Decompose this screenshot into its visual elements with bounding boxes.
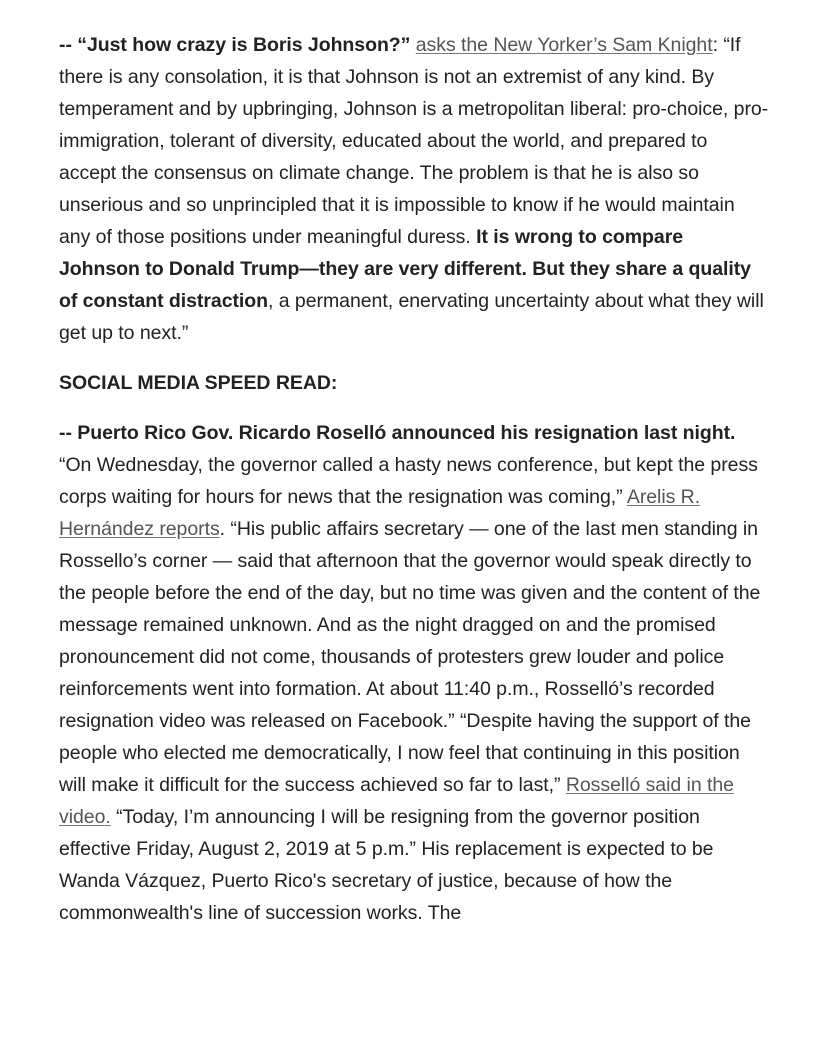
paragraph-text: “Today, I’m announcing I will be resigning from the governor position effective Friday, August 2, 2019 at 5 p.m.” His replacement is expected to be Wanda Vázquez, Puerto Rico's secretary of justice, because of how the commonwealth's line of succession works. The [59, 806, 714, 924]
new-yorker-sam-knight-link[interactable]: asks the New Yorker’s Sam Knight [415, 34, 713, 56]
paragraph-rossello-resignation [59, 417, 769, 929]
paragraph-lead-bold: -- Puerto Rico Gov. Ricardo Roselló announced his resignation last night. [59, 422, 736, 444]
paragraph-boris-johnson [59, 29, 769, 349]
paragraph-bold-text: It is wrong to compare Johnson to Donald Trump—they are very different. But they share a quality of constant distraction [59, 226, 751, 312]
rossello-video-link[interactable]: Rosselló said in the video. [59, 774, 734, 828]
paragraph-text: . “His public affairs secretary — one of the last men standing in Rossello’s corner — said that afternoon that the governor would speak directly to the people before the end of the day, but no time was given and the content of the message remained unknown. And as the night dragged on and the promised pronouncement did not come, thousands of protesters grew louder and police reinforcements went into formation. At about 11:40 p.m., Rosselló’s recorded resignation video was released on Facebook.” “Despite having the support of the people who elected me democratically, I now feel that continuing in this position will make it difficult for the success achieved so far to last,” [59, 518, 761, 796]
paragraph-text: : “If there is any consolation, it is that Johnson is not an extremist of any kind. By temperament and by upbringing, Johnson is a metropolitan liberal: pro-choice, pro-immigration, tolerant of diversity, educated about the world, and prepared to accept the consensus on climate change. The problem is that he is also so unserious and so unprincipled that it is impossible to know if he would maintain any of those positions under meaningful duress. [59, 34, 769, 248]
arelis-hernandez-report-link[interactable]: Arelis R. Hernández reports [59, 486, 701, 540]
newsletter-body [59, 29, 769, 929]
section-heading: SOCIAL MEDIA SPEED READ: [59, 372, 338, 394]
paragraph-text: “On Wednesday, the governor called a hasty news conference, but kept the press corps waiting for hours for news that the resignation was coming,” [59, 454, 758, 508]
paragraph-lead-bold: -- “Just how crazy is Boris Johnson?” [59, 34, 411, 56]
paragraph-text: , a permanent, enervating uncertainty about what they will get up to next.” [59, 290, 764, 344]
